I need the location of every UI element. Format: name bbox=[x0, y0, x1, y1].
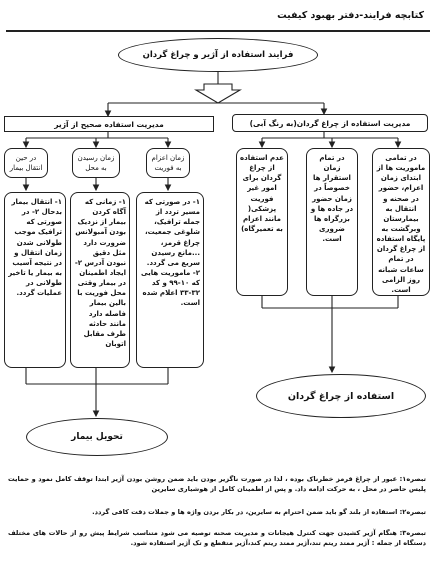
right-branch-title-box bbox=[232, 114, 428, 132]
detail-during-stationing: در تمام زمان استقرار ها خصوصاً در زمان حضور در جاده ها و بزرگراه ها ضروری است. bbox=[306, 148, 358, 296]
outcome-patient-delivery-label: تحویل بیمار bbox=[71, 432, 123, 442]
right-branch-title: مدیریت استفاده از چراغ گردان(به رنگ آبی) bbox=[249, 118, 411, 128]
detail-no-nonemergency-use: عدم استفاده از چراغ گردان برای امور غیر فوریت پزشکی( مانند اعزام به تعمیرگاه) bbox=[236, 148, 288, 296]
category-during-transfer: در حین انتقال بیمار bbox=[4, 148, 48, 178]
main-title: فرایند استفاده از آژیر و چراغ گردان bbox=[142, 50, 294, 60]
outcome-use-beacon-label: استفاده از چراغ گردان bbox=[287, 390, 395, 402]
left-branch-title-box bbox=[4, 116, 214, 132]
header-title: کتابچه فرایند-دفتر بهبود کیفیت bbox=[277, 10, 424, 21]
category-arrival-on-site: زمان رسیدن به محل bbox=[72, 148, 120, 178]
note-3: تبصره۳: هنگام آژیر کشیدن جهت کنترل هیجانات و مدیریت صحنه توصیه می شود متناسب شرایط پیش رو از حالات های مختلف دستگاه از جمله : آژیر ممتد ریتم تند،آژیر ممتد ریتم کند،آژیر متقطع و تک آژیر استفاده شود. bbox=[8, 529, 426, 548]
detail-emergency-dispatch: ۱- در صورتی که مسیر تردد از جمله ترافیک، شلوغی جمعیت، چراغ قرمز، ...مانع رسیدن سریع می گردد. ۲- ماموریت هایی که ۱۰-۹۹ و کد ۳۲-۳۳ اعلام شده است. bbox=[136, 192, 204, 368]
detail-all-missions: در تمامی ماموریت ها از ابتدای زمان اعزام، حضور در صحنه و انتقال به بیمارستان وبرگشت به پایگاه استفاده از چراغ گردان در تمام ساعات شبانه روز الزامی است. bbox=[372, 148, 430, 296]
detail-during-transfer: ۱- انتقال بیمار بدحال ۲- در صورتی که ترافیک موجب طولانی شدن زمان انتقال و در نتیجه آسیب به بیمار یا تاخیر طولانی در عملیات گردد. bbox=[4, 192, 66, 368]
note-1: تبصره۱: عبور از چراغ قرمز خطرناک بوده ، لذا در صورت ناگزیر بودن باید ضمن روشن بودن آژیر ابتدا توقف کامل نمود و حمایت پلیس حاضر در محل ، به حرکت ادامه داد. و پس از اطمینان کامل از هوشیاری سایرین bbox=[8, 475, 426, 494]
main-title-node bbox=[118, 38, 318, 72]
left-branch-title: مدیریت استفاده صحیح از آژیر bbox=[54, 119, 164, 129]
note-2: تبصره۲: استفاده از بلند گو باید ضمن احترام به سایرین، در بکار بردن واژه ها و جملات دقت کافی گردد. bbox=[92, 508, 426, 516]
outcome-use-beacon bbox=[256, 374, 426, 418]
category-emergency-dispatch: زمان اعزام به فوریت bbox=[146, 148, 190, 178]
outcome-patient-delivery bbox=[26, 418, 168, 456]
detail-arrival-on-site: ۱- زمانی که آگاه کردن بیمار از نزدیک بودن آمبولانس ضرورت دارد مثل دقیق نبودن آدرس ۲- ایجاد اطمینان در بیمار وقتی محل فوریت با بالین بیمار فاصله دارد مانند حادثه طرف مقابل اتوبان bbox=[70, 192, 130, 368]
